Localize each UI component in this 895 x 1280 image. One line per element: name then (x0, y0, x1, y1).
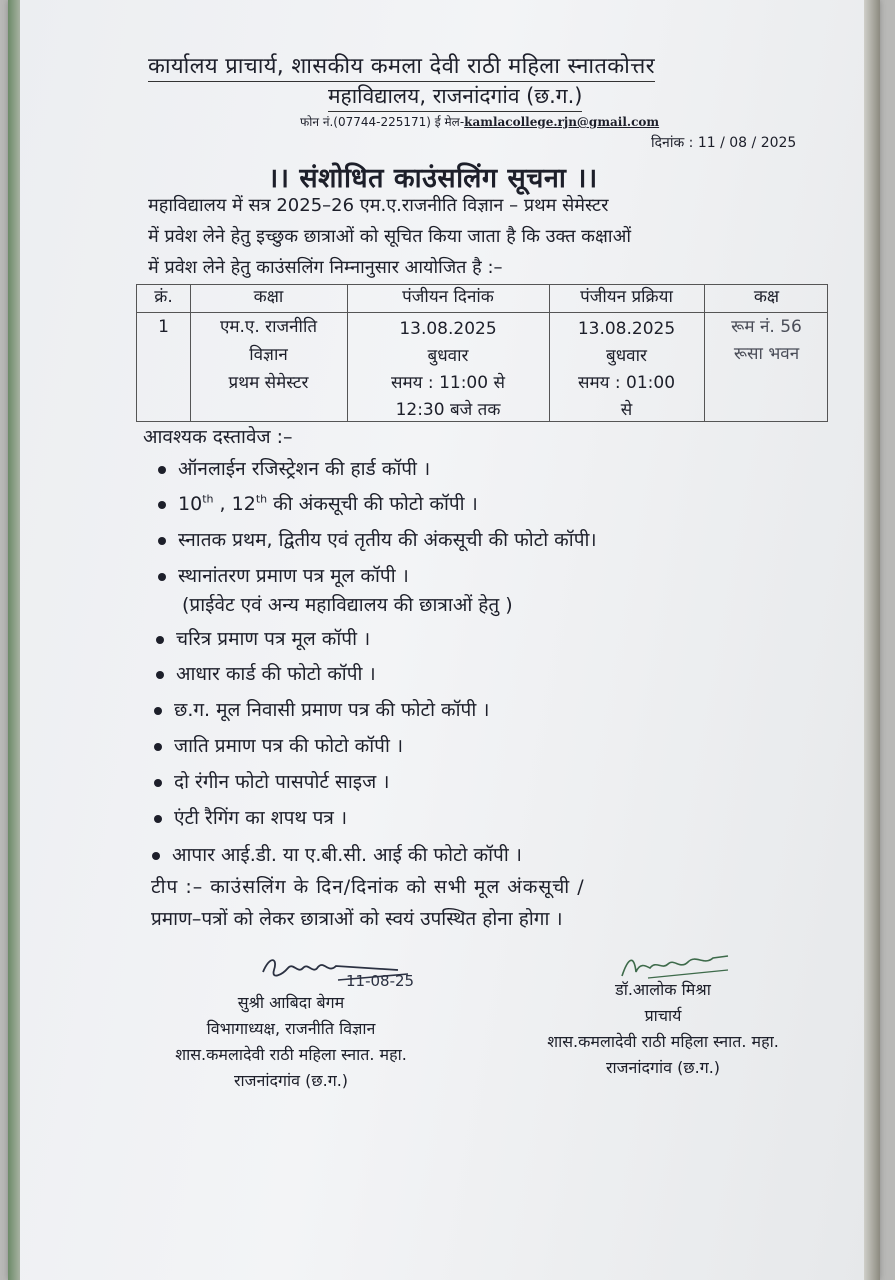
list-item: दो रंगीन फोटो पासपोर्ट साइज । (154, 768, 389, 794)
note-line-1: टीप :– काउंसलिंग के दिन/दिनांक को सभी मूल अंकसूची / (151, 876, 585, 898)
note-line-2: प्रमाण–पत्रों को लेकर छात्राओं को स्वयं उपस्थित होना होगा । (151, 908, 563, 930)
notice-page (8, 0, 880, 1280)
list-item-note: (प्राईवेट एवं अन्य महाविद्यालय की छात्राओं हेतु ) (182, 594, 513, 616)
background-edge-left (8, 0, 20, 1280)
cell-process-line: 13.08.2025 (577, 319, 676, 339)
phone-text: फोन नं.(07744-225171) ई मेल- (300, 115, 465, 129)
bullet-icon (154, 815, 162, 823)
cell-room-line: रूम नं. 56 (731, 317, 802, 337)
bullet-icon (152, 852, 160, 860)
email-text: kamlacollege.rjn@gmail.com (464, 115, 660, 129)
college-heading: महाविद्यालय, राजनांदगांव (छ.ग.) (328, 82, 582, 112)
header-process: पंजीयन प्रक्रिया (580, 287, 673, 307)
bullet-icon (154, 779, 162, 787)
bullet-icon (158, 501, 166, 509)
header-sno: क्रं. (154, 287, 173, 307)
cell-reg-date-line: 12:30 बजे तक (395, 400, 501, 420)
cell-process-line: से (620, 400, 633, 420)
cell-reg-date-line: समय : 11:00 से (391, 373, 505, 393)
cell-class-line: एम.ए. राजनीति (219, 317, 318, 337)
signatory-right-designation: प्राचार्य (644, 1006, 682, 1025)
list-item: जाति प्रमाण पत्र की फोटो कॉपी । (154, 732, 403, 758)
list-item: छ.ग. मूल निवासी प्रमाण पत्र की फोटो कॉपी । (154, 696, 490, 722)
list-item: चरित्र प्रमाण पत्र मूल कॉपी । (156, 625, 370, 651)
tenth-mark: 10 (178, 493, 203, 515)
header-reg-date: पंजीयन दिनांक (402, 287, 494, 307)
cell-process-line: समय : 01:00 (577, 373, 676, 393)
notice-date: दिनांक : 11 / 08 / 2025 (651, 135, 797, 151)
header-class: कक्षा (253, 287, 284, 307)
list-item: आपार आई.डी. या ए.बी.सी. आई की फोटो कॉपी । (152, 841, 522, 867)
list-item: स्नातक प्रथम, द्वितीय एवं तृतीय की अंकसूची की फोटो कॉपी। (158, 526, 597, 552)
intro-line-2: में प्रवेश लेने हेतु इच्छुक छात्राओं को सूचित किया जाता है कि उक्त कक्षाओं (148, 226, 631, 247)
bullet-icon (158, 573, 166, 581)
intro-line-3: में प्रवेश लेने हेतु काउंसलिंग निम्नानुसार आयोजित है :– (148, 257, 503, 278)
header-room: कक्ष (753, 287, 780, 307)
contact-line (300, 113, 659, 130)
signatory-left-org: शास.कमलादेवी राठी महिला स्नात. महा. (175, 1045, 407, 1064)
list-item: 10th , 12th की अंकसूची की फोटो कॉपी । (158, 490, 478, 516)
cell-sno: 1 (158, 317, 169, 337)
bullet-icon (154, 743, 162, 751)
cell-class-line: विज्ञान (249, 345, 288, 365)
documents-heading: आवश्यक दस्तावेज :– (143, 426, 293, 448)
signatory-left-name: सुश्री आबिदा बेगम (237, 993, 345, 1012)
counselling-table (136, 284, 828, 422)
list-item: ऑनलाईन रजिस्ट्रेशन की हार्ड कॉपी । (158, 455, 430, 481)
cell-room-line: रूसा भवन (733, 344, 800, 364)
list-item: आधार कार्ड की फोटो कॉपी । (156, 660, 376, 686)
bullet-icon (156, 671, 164, 679)
office-heading: कार्यालय प्राचार्य, शासकीय कमला देवी राठी महिला स्नातकोत्तर (148, 50, 655, 82)
signatory-left-place: राजनांदगांव (छ.ग.) (233, 1071, 349, 1090)
cell-class-line: प्रथम सेमेस्टर (228, 373, 309, 393)
signatory-right (513, 977, 813, 1081)
bullet-icon (158, 466, 166, 474)
list-item: एंटी रैगिंग का शपथ पत्र । (154, 804, 347, 830)
twelfth-mark: 12 (231, 493, 256, 515)
signatory-left (136, 990, 446, 1094)
signatory-right-place: राजनांदगांव (छ.ग.) (605, 1058, 721, 1077)
list-item: स्थानांतरण प्रमाण पत्र मूल कॉपी । (158, 562, 409, 588)
signatory-left-designation: विभागाध्यक्ष, राजनीति विज्ञान (206, 1019, 376, 1038)
svg-text:11-08-25: 11-08-25 (346, 972, 415, 990)
cell-reg-date-line: बुधवार (427, 346, 469, 366)
signatory-right-name: डॉ.आलोक मिश्रा (615, 980, 711, 999)
background-edge-right (864, 0, 880, 1280)
signatory-right-org: शास.कमलादेवी राठी महिला स्नात. महा. (547, 1032, 779, 1051)
bullet-icon (154, 707, 162, 715)
signature-left-icon (258, 950, 428, 995)
intro-line-1: महाविद्यालय में सत्र 2025–26 एम.ए.राजनीति विज्ञान – प्रथम सेमेस्टर (148, 195, 609, 216)
cell-process-line: बुधवार (606, 346, 647, 366)
cell-reg-date-line: 13.08.2025 (399, 319, 497, 339)
notice-title: ।। संशोधित काउंसलिंग सूचना ।। (268, 163, 598, 194)
bullet-icon (158, 537, 166, 545)
bullet-icon (156, 636, 164, 644)
